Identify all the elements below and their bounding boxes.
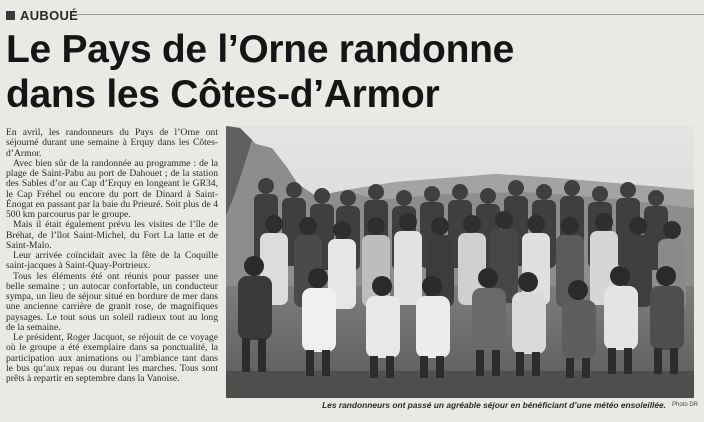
photo-caption: Les randonneurs ont passé un agréable séjour en bénéficiant d’une météo ensoleillée. [322,400,666,410]
article-paragraph: Mais il était également prévu les visites de l’île de Bréhat, de l’îlot Saint-Michel, du Fort La latte et de Saint-Malo. [6,219,218,251]
group-photo-illustration [226,126,694,398]
article-paragraph: Le président, Roger Jacquot, se réjouit de ce voyage où le groupe a été exemplaire dans sa ponctualité, la participation aux animations ou l’ambiance tant dans le bus qu’aux repas ou durant les marches. Tous sont prêts à repartir en septembre dans la Vanoise. [6,332,218,384]
headline-line-2: dans les Côtes-d’Armor [6,73,440,116]
group-photo [226,126,694,398]
article-paragraph: Tous les éléments été ont réunis pour passer une belle semaine ; un autocar confortable, un conducteur sympa, un lieu de séjour situé en bordure de mer dans une ancienne carrière de granit rose, de magnifiques paysages. Le tout sous un soleil radieux tout au long de la semaine. [6,270,218,333]
article-paragraph: Leur arrivée coïncidait avec la fête de la Coquille saint-jacques à Saint-Quay-Portrieux. [6,250,218,272]
article-paragraph: Avec bien sûr de la randonnée au programme : de la plage de Saint-Pabu au port de Dahouet ; de la station des Sables d’or au Cap d’Erquy en longeant le GR34, le Cap Fréhel ou encore du port de Dinard à Saint-Énogat en passant par la baie du Prieuré. Soit plus de 4 500 km parcourus par le groupe. [6,157,218,220]
section-label: AUBOUÉ [20,8,79,23]
photo-credit: Photo DR [672,402,699,408]
foreground-shadow [226,371,694,398]
headline [6,27,696,117]
headline-line-1: Le Pays de l’Orne randonne [6,28,515,71]
section-rule [74,14,704,15]
article-paragraph: En avril, les randonneurs du Pays de l’Orne ont séjourné durant une semaine à Erquy dans les Côtes-d’Armor. [6,127,218,159]
article-body [6,128,218,384]
section-tag [0,8,78,23]
section-square-icon [6,11,15,20]
